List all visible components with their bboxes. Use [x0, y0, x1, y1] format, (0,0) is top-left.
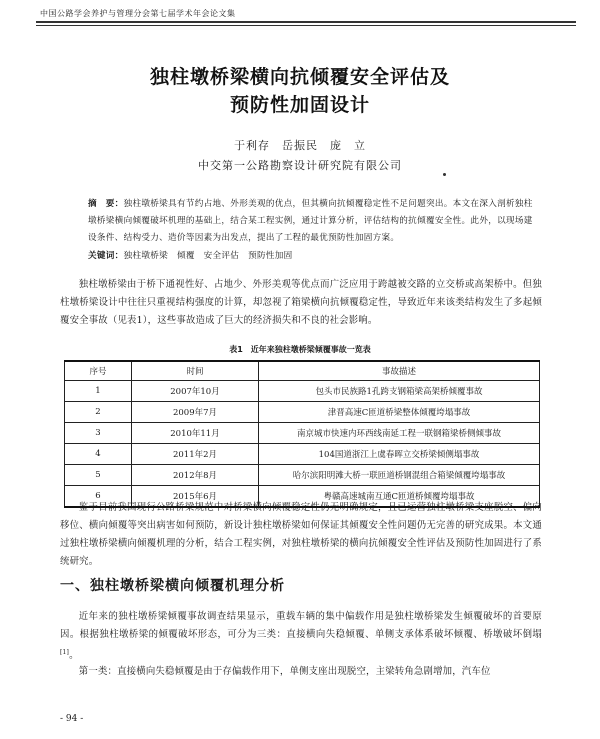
running-header: 中国公路学会养护与管理分会第七届学术年会论文集: [40, 9, 236, 18]
table-cell-desc: 津晋高速C匝道桥梁整体倾覆垮塌事故: [259, 402, 540, 423]
section-heading: 一、独柱墩桥梁横向倾覆机理分析: [60, 578, 285, 594]
table-cell-no: 6: [65, 486, 132, 508]
stray-dot: [443, 173, 446, 176]
table-cell-desc: 哈尔滨阳明滩大桥一联匝道桥钢混组合箱梁倾覆垮塌事故: [259, 465, 540, 486]
authors: 于利存 岳振民 庞 立: [234, 139, 366, 152]
intro-paragraph: 独柱墩桥梁由于桥下通视性好、占地少、外形美观等优点而广泛应用于跨越被交路的立交桥或高架桥中。但独柱墩桥梁设计中往往只重视结构强度的计算，却忽视了箱梁横向抗倾覆稳定性，导致近年来该类结构发生了多起倾覆安全事故（见表1），这些事故造成了巨大的经济损失和不良的社会影响。: [60, 279, 542, 326]
keywords-label: 关键词：: [88, 251, 124, 261]
table-cell-no: 2: [65, 402, 132, 423]
paragraph-after-table: 鉴于目前我国现行公路桥梁规范中对桥梁横向倾覆稳定性仍无明确规定，且已运营独柱墩桥梁支座脱空、偏向移位、横向倾覆等突出病害如何预防，新设计独柱墩桥梁如何保证其倾覆安全性问题仍无完善的研究成果。本文通过独柱墩桥梁横向倾覆机理的分析，结合工程实例，对独柱墩桥梁的横向抗倾覆安全性评估及预防性加固进行了系统研究。: [60, 502, 542, 567]
keywords: [88, 249, 540, 261]
table-cell-no: 5: [65, 465, 132, 486]
table-cell-desc: 包头市民族路1孔跨支钢箱梁高架桥倾覆事故: [259, 381, 540, 402]
table-header-cell: 事故描述: [259, 361, 540, 381]
table-cell-desc: 104国道浙江上虞春晖立交桥梁倾侧塌事故: [259, 444, 540, 465]
abstract-label: 摘 要：: [88, 199, 124, 209]
abstract-text: 独柱墩桥梁具有节约占地、外形美观的优点，但其横向抗倾覆稳定性不足问题突出。本文在深入剖析独柱墩桥梁横向倾覆破坏机理的基础上，结合某工程实例，通过计算分析，评估结构的抗倾覆安全性。此外，以现场建设条件、结构受力、造价等因素为出发点，提出了工程的最优预防性加固方案。: [88, 199, 533, 243]
table-cell-no: 1: [65, 381, 132, 402]
table-caption: 表1 近年来独柱墩桥梁倾覆事故一览表: [229, 345, 371, 354]
table-cell-time: 2012年8月: [132, 465, 259, 486]
table-row: [65, 423, 540, 444]
paper-title-line1: 独柱墩桥梁横向抗倾覆安全评估及: [149, 66, 450, 88]
table-header-row: [65, 361, 540, 381]
table-row: [65, 381, 540, 402]
table-cell-no: 3: [65, 423, 132, 444]
affiliation: 中交第一公路勘察设计研究院有限公司: [198, 159, 402, 172]
table-cell-desc: 南京城市快速内环西线南延工程一联钢箱梁桥侧倾事故: [259, 423, 540, 444]
table-cell-time: 2010年11月: [132, 423, 259, 444]
incident-table: [64, 360, 540, 508]
section-paragraph-1: [60, 608, 542, 665]
table-cell-desc: 粤赣高速城南互通C匝道桥倾覆垮塌事故: [259, 486, 540, 508]
table-cell-time: 2015年6月: [132, 486, 259, 508]
header-rule-thin: [36, 25, 576, 26]
table-cell-time: 2007年10月: [132, 381, 259, 402]
header-rule: [36, 21, 576, 23]
paper-title-line2: 预防性加固设计: [229, 94, 370, 116]
section-paragraph-2: 第一类：直接横向失稳倾覆是由于存偏载作用下，单侧支座出现脱空，主梁转角急剧增加，汽车位: [78, 666, 491, 677]
table-row: [65, 444, 540, 465]
table-row: [65, 402, 540, 423]
abstract: [88, 196, 540, 247]
table-cell-time: 2009年7月: [132, 402, 259, 423]
page-number: - 94 -: [60, 714, 84, 724]
section-paragraph-1-end: 。: [69, 650, 79, 662]
citation-ref: [1]: [60, 649, 70, 656]
table-cell-no: 4: [65, 444, 132, 465]
table-row: [65, 465, 540, 486]
table-header-cell: 序号: [65, 361, 132, 381]
section-paragraph-1-text: 近年来的独柱墩桥梁倾覆事故调查结果显示，重载车辆的集中偏载作用是独柱墩桥梁发生倾覆破坏的首要原因。根据独柱墩桥梁的倾覆破坏形态，可分为三类：直接横向失稳倾覆、单侧支承体系破坏倾覆、桥墩破坏倒塌: [60, 611, 542, 640]
keywords-text: 独柱墩桥梁 倾覆 安全评估 预防性加固: [123, 251, 293, 261]
table-header-cell: 时间: [132, 361, 259, 381]
table-cell-time: 2011年2月: [132, 444, 259, 465]
